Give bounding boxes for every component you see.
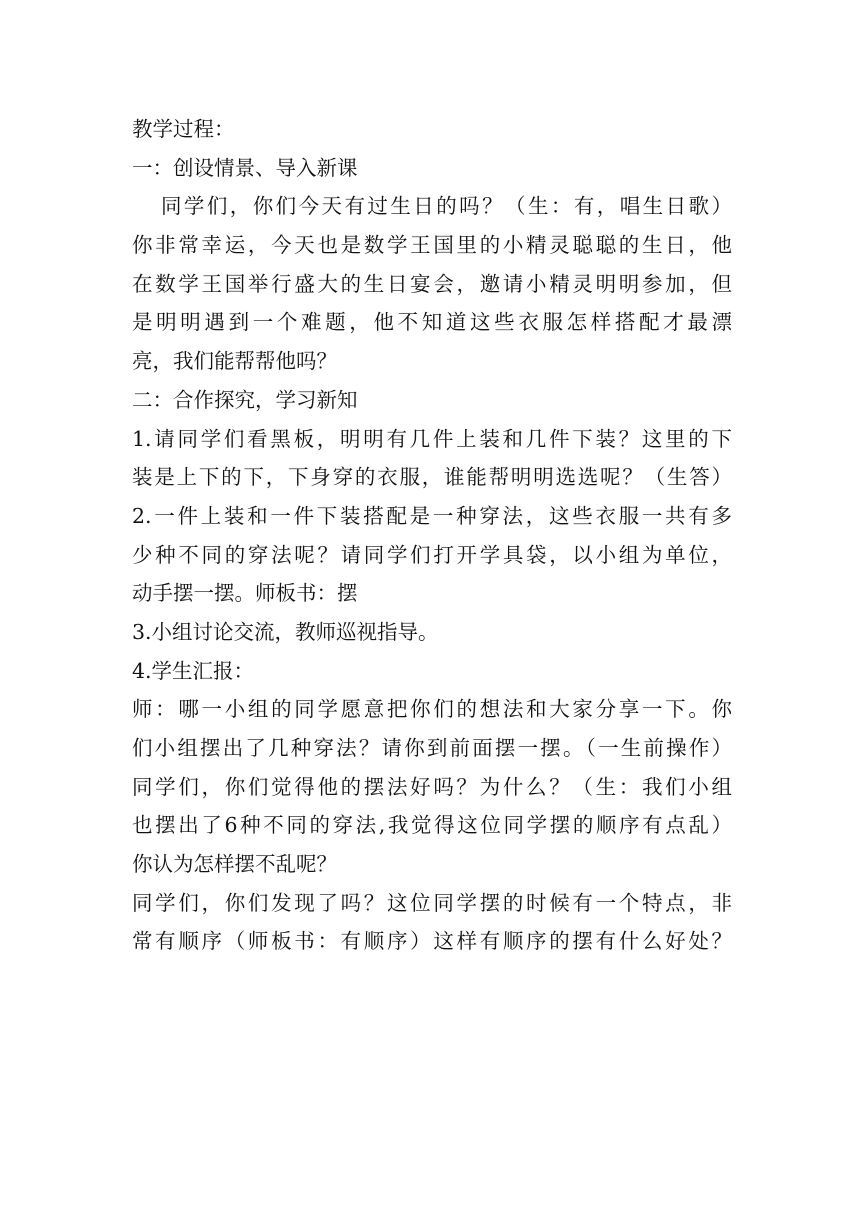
paragraph-line: 动手摆一摆。师板书：摆 (132, 581, 358, 606)
paragraph-line: 同学们，你们今天有过生日的吗？（生：有，唱生日歌） (161, 194, 732, 219)
paragraph-line: 也摆出了6种不同的穿法,我觉得这位同学摆的顺序有点乱） (132, 813, 732, 838)
paragraph-line: 少种不同的穿法呢？请同学们打开学具袋，以小组为单位， (132, 542, 732, 567)
paragraph-line: 们小组摆出了几种穿法？请你到前面摆一摆。（一生前操作） (132, 736, 732, 760)
paragraph-line: 在数学王国举行盛大的生日宴会，邀请小精灵明明参加，但 (132, 271, 732, 296)
section-heading-1: 一：创设情景、导入新课 (132, 155, 358, 180)
paragraph-line: 装是上下的下，下身穿的衣服，谁能帮明明选选呢？（生答） (132, 465, 732, 490)
paragraph-line: 3.小组讨论交流，教师巡视指导。 (132, 619, 439, 644)
paragraph-line: 2.一件上装和一件下装搭配是一种穿法，这些衣服一共有多 (132, 503, 732, 528)
paragraph-line: 同学们，你们发现了吗？这位同学摆的时候有一个特点，非 (132, 890, 732, 915)
section-heading-teaching-process: 教学过程： (132, 117, 235, 141)
paragraph-line: 你非常幸运，今天也是数学王国里的小精灵聪聪的生日，他 (132, 233, 732, 258)
paragraph-line: 1.请同学们看黑板，明明有几件上装和几件下装？这里的下 (132, 426, 732, 451)
paragraph-line: 4.学生汇报： (132, 658, 255, 683)
paragraph-line: 你认为怎样摆不乱呢？ (132, 852, 337, 877)
paragraph-line: 常有顺序（师板书：有顺序）这样有顺序的摆有什么好处？ (132, 929, 732, 954)
paragraph-line: 同学们，你们觉得他的摆法好吗？为什么？（生：我们小组 (132, 774, 732, 799)
paragraph-line: 亮，我们能帮帮他吗？ (132, 349, 337, 374)
section-heading-2: 二：合作探究，学习新知 (132, 387, 358, 412)
paragraph-line: 师：哪一小组的同学愿意把你们的想法和大家分享一下。你 (132, 697, 732, 722)
document-body (132, 110, 732, 961)
paragraph-line: 是明明遇到一个难题，他不知道这些衣服怎样搭配才最漂 (132, 310, 732, 335)
